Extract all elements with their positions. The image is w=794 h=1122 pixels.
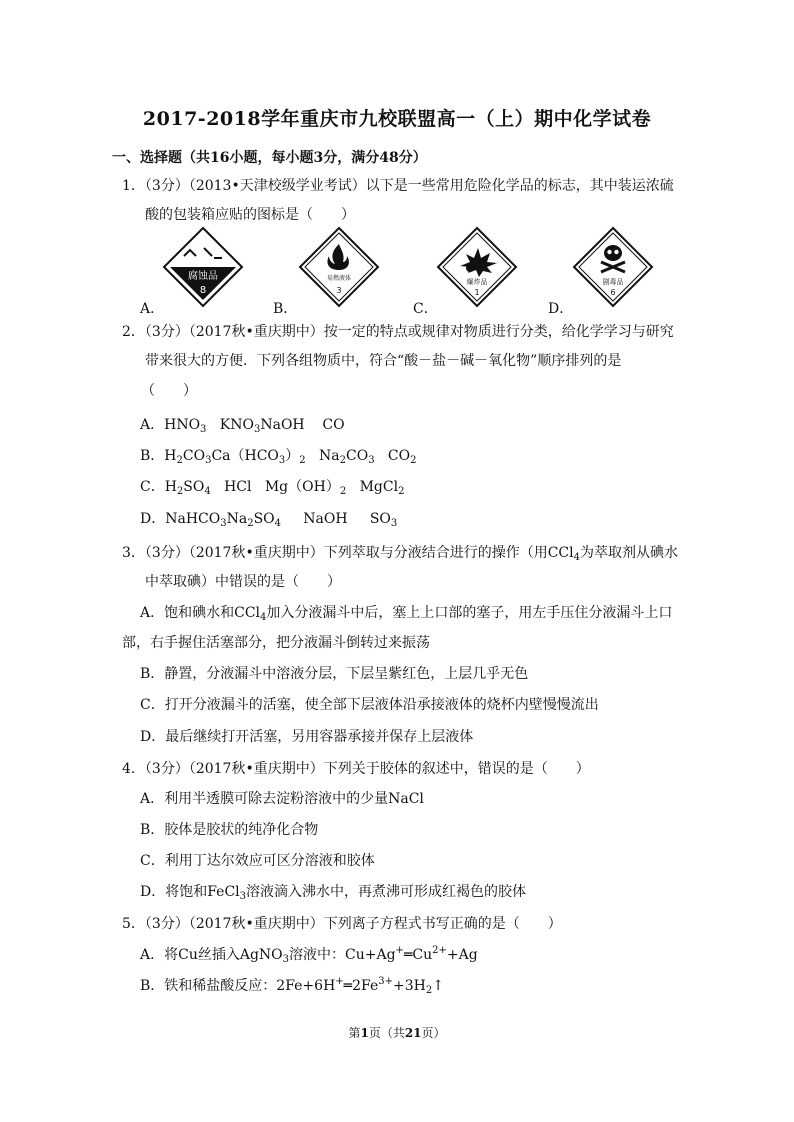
q3-option-c: C．打开分液漏斗的活塞，使全部下层液体沿承接液体的烧杯内壁慢慢流出 bbox=[140, 697, 599, 713]
q2-line3: （ ） bbox=[141, 383, 197, 399]
page-footer: 第1页（共21页） bbox=[348, 1026, 446, 1040]
page-title: 2017-2018学年重庆市九校联盟高一（上）期中化学试卷 bbox=[142, 108, 652, 130]
q2-line1: 2．（3分）（2017秋•重庆期中）按一定的特点或规律对物质进行分类，给化学学习与研究 bbox=[122, 324, 674, 340]
q5-line1: 5．（3分）（2017秋•重庆期中）下列离子方程式书写正确的是（ ） bbox=[122, 916, 562, 932]
sign-c-text: 爆炸品 bbox=[466, 278, 488, 286]
q4-line1: 4．（3分）（2017秋•重庆期中）下列关于胶体的叙述中，错误的是（ ） bbox=[122, 761, 590, 777]
q3-option-a-cont: 部，右手握住活塞部分，把分液漏斗倒转过来振荡 bbox=[122, 635, 430, 651]
q4-option-d: D．将饱和FeCl$_3$溶液滴入沸水中，再煮沸可形成红褐色的胶体 bbox=[140, 884, 527, 902]
q3-option-d: D．最后继续打开活塞，另用容器承接并保存上层液体 bbox=[140, 729, 474, 745]
q3-option-a: A．饱和碘水和CCl$_4$加入分液漏斗中后，塞上上口部的塞子，用左手压住分液漏斗上口 bbox=[140, 605, 673, 623]
q1-line1: 1．（3分）（2013•天津校级学业考试）以下是一些常用危险化学品的标志，其中装运浓硫 bbox=[122, 178, 674, 194]
explosive-sign-icon bbox=[436, 226, 518, 308]
q2-option-c: C．$H_2SO_4$ HCl $Mg(OH)_2$ MgCl$_2$ bbox=[140, 479, 405, 497]
q5-option-a: A．将Cu丝插入AgNO$_3$溶液中：$Cu+Ag^+═Cu^{2+}+Ag$ bbox=[140, 945, 478, 965]
q1-option-d: D． bbox=[548, 301, 574, 317]
flammable-liquid-sign-icon bbox=[298, 226, 380, 308]
q1-option-b: B． bbox=[273, 301, 298, 317]
q1-line2: 酸的包装箱应贴的图标是（ ） bbox=[145, 207, 355, 223]
section-heading: 一、选择题（共16小题，每小题3分，满分48分） bbox=[112, 150, 427, 166]
q2-option-a: A．$HNO_3$ $KNO_3NaOH$ CO bbox=[140, 417, 345, 435]
sign-a-text: 腐蚀品 bbox=[188, 271, 218, 282]
q1-option-c: C． bbox=[413, 301, 438, 317]
q3-line2: 中萃取碘）中错误的是（ ） bbox=[145, 574, 341, 590]
q3-option-b: B．静置，分液漏斗中溶液分层，下层呈紫红色，上层几乎无色 bbox=[140, 666, 529, 682]
q5-option-b: B．铁和稀盐酸反应：$2Fe+6H^+═2Fe^{3+}+3H_2↑$ bbox=[140, 976, 444, 996]
toxic-sign-icon bbox=[572, 226, 654, 308]
sign-d-num: 6 bbox=[610, 288, 616, 297]
q2-option-b: B．$H_2CO_3Ca(HCO_3)_2$ $Na_2CO_3$ $CO_2$ bbox=[140, 448, 417, 466]
q4-option-c: C．利用丁达尔效应可区分溶液和胶体 bbox=[140, 853, 375, 869]
corrosive-sign-icon bbox=[162, 226, 244, 308]
q4-option-a: A．利用半透膜可除去淀粉溶液中的少量NaCl bbox=[140, 791, 424, 807]
hazard-signs bbox=[140, 226, 660, 318]
sign-b-num: 3 bbox=[336, 286, 342, 295]
sign-a-num: 8 bbox=[199, 285, 207, 296]
sign-b-text: 易燃液体 bbox=[326, 275, 352, 282]
q4-option-b: B．胶体是胶状的纯净化合物 bbox=[140, 822, 319, 838]
q2-line2: 带来很大的方便．下列各组物质中，符合“酸－盐－碱－氧化物”顺序排列的是 bbox=[145, 353, 622, 369]
q1-option-a: A． bbox=[140, 301, 165, 317]
q3-line1: 3．（3分）（2017秋•重庆期中）下列萃取与分液结合进行的操作（用CCl$_4$为萃取剂从碘水 bbox=[122, 545, 678, 563]
sign-d-text: 剧毒品 bbox=[602, 278, 624, 286]
sign-c-num: 1 bbox=[474, 288, 480, 297]
q2-option-d: D．$NaHCO_3Na_2SO_4$ NaOH $SO_3$ bbox=[140, 511, 398, 529]
